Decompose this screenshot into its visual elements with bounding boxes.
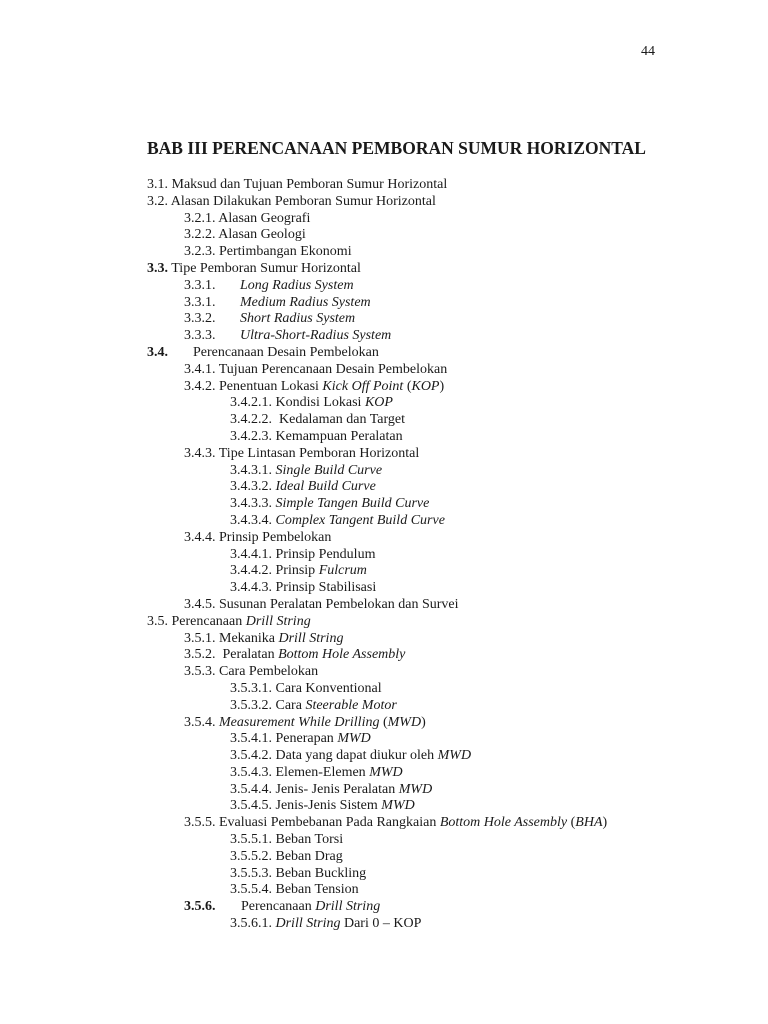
toc-text-run: 3.5.4.1. Penerapan	[230, 731, 338, 747]
toc-entry-number: 3.3.1.	[184, 294, 216, 310]
toc-entry-title	[184, 227, 306, 244]
toc-entry-title	[230, 463, 382, 480]
toc-entry	[0, 664, 768, 681]
toc-entry	[0, 211, 768, 228]
toc-entry-number: 3.4.	[147, 344, 168, 360]
toc-entry	[0, 597, 768, 614]
toc-entry-number: 3.3.2.	[184, 311, 216, 327]
toc-entry-number: 3.3.3.	[184, 328, 216, 344]
toc-text-run: 3.2.3. Pertimbangan Ekonomi	[184, 244, 352, 260]
toc-entry	[0, 849, 768, 866]
toc-text-run: 3.5.4.5. Jenis-Jenis Sistem	[230, 798, 382, 814]
toc-entry-title	[230, 882, 359, 899]
toc-entry-title	[147, 194, 436, 211]
toc-entry	[0, 748, 768, 765]
toc-entry-title	[193, 345, 379, 362]
toc-text-run: Kick Off Point	[322, 378, 404, 394]
toc-entry	[0, 832, 768, 849]
toc-entry-title	[147, 261, 361, 278]
toc-text-run: Measurement While Drilling	[219, 714, 380, 730]
toc-entry-title	[184, 815, 607, 832]
toc-entry-title	[184, 664, 318, 681]
toc-text-run: MWD	[337, 731, 371, 747]
toc-entry	[0, 815, 768, 832]
toc-text-run: MWD	[398, 781, 433, 797]
toc-text-run: 3.4.3.4.	[230, 512, 276, 528]
toc-text-run: Drill String	[278, 630, 344, 646]
toc-text-run: 3.5.5.1. Beban Torsi	[230, 832, 344, 848]
toc-text-run: 3.5.5.4. Beban Tension	[230, 882, 359, 898]
toc-entry	[0, 765, 768, 782]
toc-entry	[0, 177, 768, 194]
toc-entry	[0, 614, 768, 631]
toc-entry-title	[230, 580, 376, 597]
toc-entry-title	[230, 547, 375, 564]
toc-entry	[0, 681, 768, 698]
toc-entry	[0, 379, 768, 396]
toc-entry-title	[240, 311, 355, 328]
toc-entry	[0, 513, 768, 530]
toc-text-run: Bottom Hole Assembly	[278, 647, 406, 663]
toc-entry	[0, 496, 768, 513]
toc-text-run: )	[421, 714, 426, 730]
toc-entry	[0, 395, 768, 412]
toc-entry-title	[184, 446, 419, 463]
toc-entry-title	[230, 513, 445, 530]
toc-text-run: 3.5.5.3. Beban Buckling	[230, 865, 367, 881]
toc-entry-title	[230, 916, 421, 933]
toc-text-run: (	[403, 378, 412, 394]
toc-text-run: 3.4.3. Tipe Lintasan Pemboran Horizontal	[184, 445, 420, 461]
chapter-title: BAB III PERENCANAAN PEMBORAN SUMUR HORIZONTAL	[147, 138, 646, 158]
toc-text-run: Perencanaan Desain Pembelokan	[193, 344, 379, 360]
toc-entry	[0, 798, 768, 815]
toc-text-run: MWD	[437, 748, 472, 764]
toc-entry	[0, 463, 768, 480]
toc-entry	[0, 882, 768, 899]
toc-entry	[0, 311, 768, 328]
toc-text-run: Drill String	[315, 899, 381, 915]
toc-text-run: Complex Tangent Build Curve	[275, 512, 445, 528]
toc-text-run: KOP	[411, 378, 440, 394]
toc-text-run: 3.5.4.2. Data yang dapat diukur oleh	[230, 748, 438, 764]
toc-entry	[0, 899, 768, 916]
toc-entry-title	[184, 244, 352, 261]
toc-text-run: 3.4.3.1.	[230, 462, 276, 478]
toc-text-run: Bottom Hole Assembly	[439, 815, 568, 831]
toc-text-run: (	[567, 815, 576, 831]
toc-text-run: 3.4.4.1. Prinsip Pendulum	[230, 546, 376, 562]
toc-text-run: 3.5.4.3. Elemen-Elemen	[230, 764, 370, 780]
toc-text-run: 3.5.5.2. Beban Drag	[230, 848, 343, 864]
toc-text-run: )	[602, 815, 608, 831]
toc-text-run: Perencanaan	[241, 899, 316, 915]
toc-entry-title	[230, 429, 403, 446]
toc-text-run: Drill String	[275, 916, 341, 932]
toc-entry-title	[230, 798, 415, 815]
toc-text-run: 3.5.3.1. Cara Konventional	[230, 680, 382, 696]
toc-text-run: 3.4.4.3. Prinsip Stabilisasi	[230, 580, 377, 596]
toc-text-run: Fulcrum	[318, 563, 367, 579]
toc-entry	[0, 194, 768, 211]
table-of-contents	[0, 177, 768, 933]
toc-entry-title	[147, 614, 311, 631]
toc-text-run: KOP	[364, 395, 393, 411]
toc-entry	[0, 530, 768, 547]
toc-text-run: 3.5.3. Cara Pembelokan	[184, 664, 319, 680]
toc-text-run: 3.5. Perencanaan	[147, 613, 246, 629]
toc-text-run: 3.4.3.3.	[230, 496, 276, 512]
toc-entry-title	[184, 362, 447, 379]
toc-entry-title	[184, 715, 426, 732]
toc-entry-title	[184, 379, 444, 396]
toc-entry-title	[230, 782, 432, 799]
toc-text-run: 3.2. Alasan Dilakukan Pemboran Sumur Horizontal	[147, 193, 436, 209]
toc-text-run: 3.5.4.	[184, 714, 219, 730]
toc-entry	[0, 446, 768, 463]
toc-text-run: )	[439, 378, 445, 394]
toc-entry	[0, 731, 768, 748]
toc-text-run: 3.4.2.2. Kedalaman dan Target	[230, 412, 406, 428]
toc-entry	[0, 580, 768, 597]
toc-entry-title	[241, 899, 380, 916]
toc-entry-title	[230, 479, 376, 496]
toc-entry-title	[230, 765, 403, 782]
toc-entry	[0, 916, 768, 933]
toc-entry	[0, 698, 768, 715]
toc-text-run: 3.4.2.1. Kondisi Lokasi	[230, 395, 365, 411]
toc-text-run: 3.5.3.2. Cara	[230, 697, 306, 713]
toc-text-run: Medium Radius System	[240, 294, 371, 310]
toc-text-run: MWD	[387, 714, 422, 730]
toc-text-run: Dari 0 – KOP	[340, 916, 422, 932]
toc-text-run: Ultra-Short-Radius System	[240, 328, 392, 344]
toc-entry-title	[147, 177, 447, 194]
toc-entry	[0, 295, 768, 312]
toc-text-run: 3.5.6.1.	[230, 916, 276, 932]
toc-entry	[0, 563, 768, 580]
toc-text-run: Drill String	[245, 613, 311, 629]
toc-text-run: 3.5.5. Evaluasi Pembebanan Pada Rangkaian	[184, 815, 440, 831]
toc-text-run: MWD	[369, 764, 403, 780]
toc-entry-title	[230, 412, 405, 429]
toc-text-run: 3.4.5. Susunan Peralatan Pembelokan dan Survei	[184, 596, 459, 612]
toc-entry	[0, 782, 768, 799]
toc-text-run: 3.4.2.3. Kemampuan Peralatan	[230, 428, 403, 444]
toc-text-run: Short Radius System	[240, 311, 356, 327]
toc-text-run: 3.4.1. Tujuan Perencanaan Desain Pembelokan	[184, 361, 448, 377]
toc-text-run: 3.3.	[147, 260, 168, 276]
toc-entry-title	[230, 748, 471, 765]
toc-text-run: Simple Tangen Build Curve	[275, 496, 430, 512]
toc-text-run: Ideal Build Curve	[275, 479, 376, 495]
toc-entry-title	[230, 563, 367, 580]
toc-entry-title	[184, 597, 459, 614]
toc-entry	[0, 429, 768, 446]
toc-entry-title	[240, 278, 354, 295]
toc-entry-title	[230, 832, 343, 849]
toc-entry	[0, 547, 768, 564]
toc-entry	[0, 647, 768, 664]
toc-entry	[0, 345, 768, 362]
toc-entry	[0, 227, 768, 244]
toc-entry-number: 3.3.1.	[184, 277, 216, 293]
toc-entry	[0, 278, 768, 295]
toc-entry	[0, 866, 768, 883]
toc-entry	[0, 631, 768, 648]
toc-text-run: Tipe Pemboran Sumur Horizontal	[168, 260, 361, 276]
toc-entry-title	[240, 328, 391, 345]
toc-entry-title	[230, 849, 343, 866]
toc-entry	[0, 261, 768, 278]
toc-text-run: 3.4.4.2. Prinsip	[230, 563, 319, 579]
toc-entry	[0, 328, 768, 345]
toc-text-run: 3.2.2. Alasan Geologi	[184, 227, 306, 243]
toc-entry-title	[230, 681, 382, 698]
toc-text-run: 3.5.1. Mekanika	[184, 630, 279, 646]
toc-entry-title	[184, 631, 343, 648]
toc-text-run: 3.1. Maksud dan Tujuan Pemboran Sumur Horizontal	[147, 177, 448, 192]
toc-entry-number: 3.5.6.	[184, 899, 216, 915]
toc-text-run: Long Radius System	[240, 277, 354, 293]
toc-entry-title	[230, 395, 393, 412]
toc-text-run: 3.5.2. Peralatan	[184, 647, 279, 663]
toc-text-run: 3.2.1. Alasan Geografi	[184, 210, 311, 226]
toc-text-run: 3.4.3.2.	[230, 479, 276, 495]
toc-text-run: 3.4.2. Penentuan Lokasi	[184, 378, 323, 394]
toc-entry-title	[230, 866, 366, 883]
toc-entry-title	[184, 211, 310, 228]
toc-entry-title	[230, 698, 397, 715]
toc-text-run: 3.4.4. Prinsip Pembelokan	[184, 529, 332, 545]
toc-text-run: BHA	[575, 815, 603, 831]
toc-text-run: MWD	[381, 798, 415, 814]
toc-text-run: (	[379, 714, 388, 730]
toc-entry-title	[184, 647, 405, 664]
toc-entry-title	[184, 530, 331, 547]
toc-entry	[0, 715, 768, 732]
toc-entry-title	[230, 731, 371, 748]
toc-text-run: Steerable Motor	[305, 697, 397, 713]
toc-entry-title	[240, 295, 371, 312]
toc-entry-title	[230, 496, 429, 513]
toc-entry	[0, 412, 768, 429]
toc-entry	[0, 362, 768, 379]
toc-text-run: Single Build Curve	[275, 462, 383, 478]
page-number: 44	[641, 44, 655, 59]
toc-entry	[0, 479, 768, 496]
toc-entry	[0, 244, 768, 261]
toc-text-run: 3.5.4.4. Jenis- Jenis Peralatan	[230, 781, 399, 797]
